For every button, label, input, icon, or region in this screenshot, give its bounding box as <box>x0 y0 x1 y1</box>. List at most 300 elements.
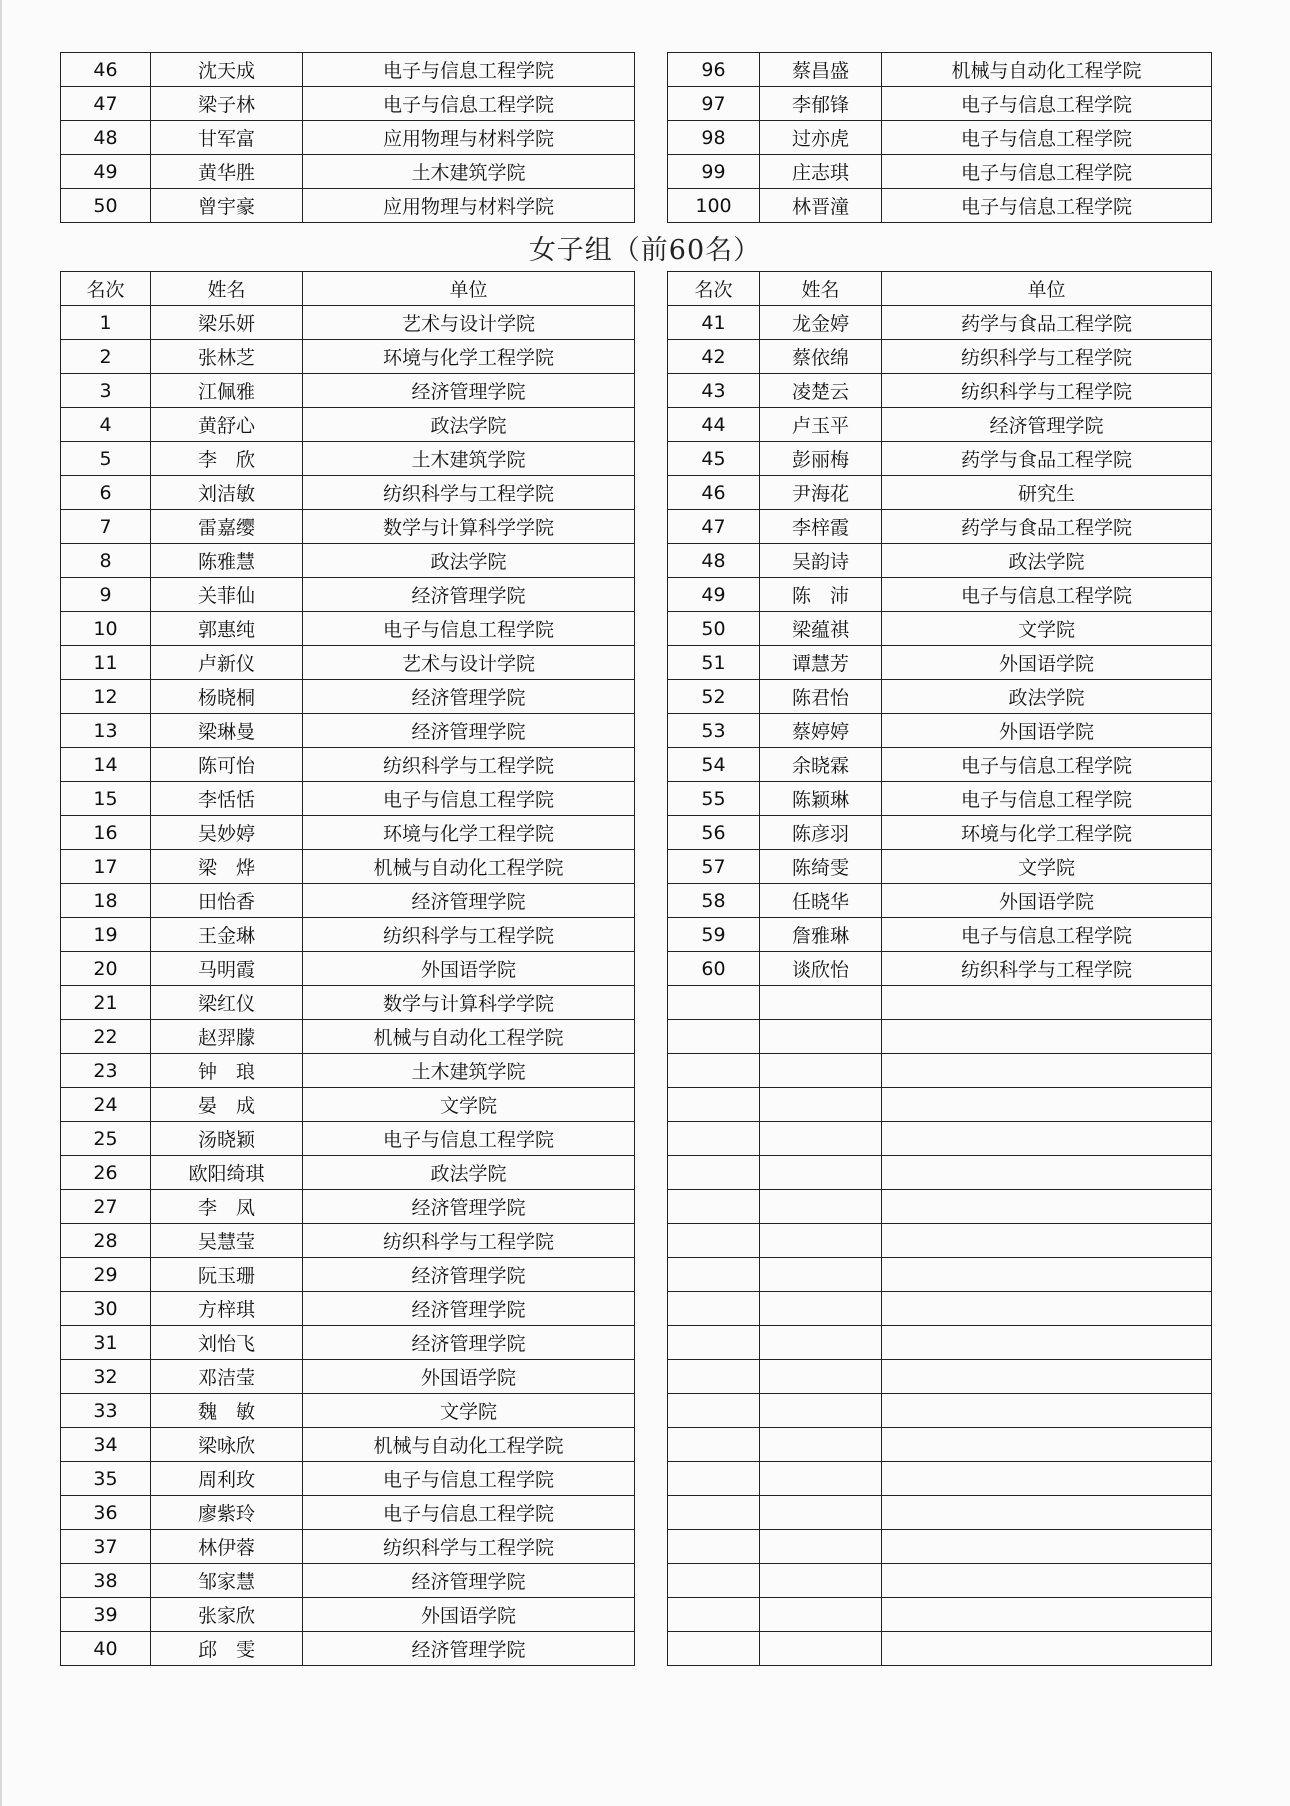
table-row <box>668 782 1212 816</box>
name-cell: 詹雅琳 <box>760 918 882 952</box>
rank-cell: 43 <box>668 374 760 408</box>
rank-cell: 27 <box>61 1190 151 1224</box>
unit-cell: 经济管理学院 <box>303 578 635 612</box>
table-row <box>61 986 635 1020</box>
unit-cell: 经济管理学院 <box>303 1190 635 1224</box>
table-row <box>668 87 1212 121</box>
name-cell: 雷嘉缨 <box>151 510 303 544</box>
unit-cell: 外国语学院 <box>882 714 1212 748</box>
table-row <box>668 1156 1212 1190</box>
name-cell <box>760 1020 882 1054</box>
unit-cell <box>882 1360 1212 1394</box>
table-row <box>668 1224 1212 1258</box>
unit-cell: 电子与信息工程学院 <box>303 1496 635 1530</box>
rank-cell: 44 <box>668 408 760 442</box>
table-row <box>668 53 1212 87</box>
rank-cell: 36 <box>61 1496 151 1530</box>
table-row <box>668 1360 1212 1394</box>
unit-cell <box>882 986 1212 1020</box>
rank-cell: 53 <box>668 714 760 748</box>
name-cell: 邱 雯 <box>151 1632 303 1666</box>
unit-cell: 电子与信息工程学院 <box>303 1462 635 1496</box>
table-header-row <box>61 272 635 306</box>
table-row <box>61 408 635 442</box>
page-edge <box>0 0 2 1806</box>
name-cell: 龙金婷 <box>760 306 882 340</box>
unit-cell: 纺织科学与工程学院 <box>303 1530 635 1564</box>
unit-cell: 艺术与设计学院 <box>303 306 635 340</box>
section-title: 女子组（前60名） <box>528 235 762 266</box>
unit-cell: 纺织科学与工程学院 <box>303 476 635 510</box>
rank-cell: 32 <box>61 1360 151 1394</box>
unit-cell: 经济管理学院 <box>303 714 635 748</box>
unit-cell: 经济管理学院 <box>303 1326 635 1360</box>
unit-cell: 电子与信息工程学院 <box>882 87 1212 121</box>
table-row <box>61 1292 635 1326</box>
table-row <box>61 1632 635 1666</box>
rank-cell: 46 <box>61 53 151 87</box>
table-row <box>61 1258 635 1292</box>
unit-cell: 机械与自动化工程学院 <box>882 53 1212 87</box>
unit-cell: 电子与信息工程学院 <box>882 782 1212 816</box>
name-cell: 谈欣怡 <box>760 952 882 986</box>
unit-cell: 文学院 <box>882 850 1212 884</box>
rank-cell: 29 <box>61 1258 151 1292</box>
name-cell <box>760 1632 882 1666</box>
header-unit-cell: 单位 <box>882 272 1212 306</box>
name-cell: 尹海花 <box>760 476 882 510</box>
table-row <box>668 884 1212 918</box>
name-cell <box>760 1326 882 1360</box>
name-cell: 吴慧莹 <box>151 1224 303 1258</box>
unit-cell: 经济管理学院 <box>303 1632 635 1666</box>
rank-cell: 17 <box>61 850 151 884</box>
name-cell: 曾宇豪 <box>151 189 303 223</box>
name-cell <box>760 1156 882 1190</box>
name-cell: 陈绮雯 <box>760 850 882 884</box>
table-row <box>668 544 1212 578</box>
rank-cell: 48 <box>61 121 151 155</box>
unit-cell: 电子与信息工程学院 <box>882 578 1212 612</box>
rank-cell: 54 <box>668 748 760 782</box>
rank-cell <box>668 1564 760 1598</box>
table-row <box>61 1326 635 1360</box>
unit-cell: 经济管理学院 <box>303 1564 635 1598</box>
unit-cell: 纺织科学与工程学院 <box>303 918 635 952</box>
rank-cell: 25 <box>61 1122 151 1156</box>
name-cell <box>760 1292 882 1326</box>
unit-cell: 环境与化学工程学院 <box>882 816 1212 850</box>
name-cell: 杨晓桐 <box>151 680 303 714</box>
name-cell: 周利玫 <box>151 1462 303 1496</box>
unit-cell: 数学与计算科学学院 <box>303 986 635 1020</box>
unit-cell: 药学与食品工程学院 <box>882 510 1212 544</box>
rank-cell: 50 <box>668 612 760 646</box>
table-row <box>61 1530 635 1564</box>
rank-cell <box>668 1258 760 1292</box>
name-cell: 刘怡飞 <box>151 1326 303 1360</box>
name-cell: 欧阳绮琪 <box>151 1156 303 1190</box>
table-row <box>61 1360 635 1394</box>
rank-cell: 98 <box>668 121 760 155</box>
unit-cell <box>882 1156 1212 1190</box>
name-cell: 陈 沛 <box>760 578 882 612</box>
name-cell: 梁红仪 <box>151 986 303 1020</box>
name-cell <box>760 1564 882 1598</box>
rank-cell: 20 <box>61 952 151 986</box>
rank-cell: 59 <box>668 918 760 952</box>
unit-cell: 经济管理学院 <box>303 1258 635 1292</box>
table-row <box>61 680 635 714</box>
rank-cell <box>668 1598 760 1632</box>
unit-cell: 环境与化学工程学院 <box>303 340 635 374</box>
rank-cell <box>668 1632 760 1666</box>
name-cell: 陈颖琳 <box>760 782 882 816</box>
name-cell: 梁咏欣 <box>151 1428 303 1462</box>
male-ranking-table-right <box>667 52 1212 223</box>
name-cell: 钟 琅 <box>151 1054 303 1088</box>
unit-cell <box>882 1190 1212 1224</box>
rank-cell: 47 <box>61 87 151 121</box>
name-cell <box>760 1224 882 1258</box>
female-ranking-table-left <box>60 271 635 1666</box>
rank-cell <box>668 986 760 1020</box>
name-cell: 黄华胜 <box>151 155 303 189</box>
name-cell: 李恬恬 <box>151 782 303 816</box>
name-cell: 李 凤 <box>151 1190 303 1224</box>
name-cell <box>760 1496 882 1530</box>
table-row <box>668 850 1212 884</box>
rank-cell: 24 <box>61 1088 151 1122</box>
rank-cell: 22 <box>61 1020 151 1054</box>
unit-cell: 文学院 <box>303 1088 635 1122</box>
name-cell: 田怡香 <box>151 884 303 918</box>
name-cell: 蔡婷婷 <box>760 714 882 748</box>
table-row <box>668 986 1212 1020</box>
table-row <box>668 374 1212 408</box>
rank-cell: 8 <box>61 544 151 578</box>
unit-cell <box>882 1326 1212 1360</box>
header-name-cell: 姓名 <box>151 272 303 306</box>
rank-cell: 19 <box>61 918 151 952</box>
rank-cell: 13 <box>61 714 151 748</box>
unit-cell: 经济管理学院 <box>882 408 1212 442</box>
unit-cell <box>882 1088 1212 1122</box>
unit-cell: 机械与自动化工程学院 <box>303 1020 635 1054</box>
rank-cell: 52 <box>668 680 760 714</box>
table-row <box>61 1496 635 1530</box>
rank-cell: 1 <box>61 306 151 340</box>
rank-cell: 26 <box>61 1156 151 1190</box>
rank-cell: 7 <box>61 510 151 544</box>
rank-cell <box>668 1394 760 1428</box>
unit-cell: 政法学院 <box>303 544 635 578</box>
table-row <box>61 442 635 476</box>
table-row <box>61 53 635 87</box>
table-row <box>61 189 635 223</box>
table-row <box>668 680 1212 714</box>
unit-cell: 政法学院 <box>882 680 1212 714</box>
rank-cell: 99 <box>668 155 760 189</box>
name-cell: 任晓华 <box>760 884 882 918</box>
name-cell: 卢玉平 <box>760 408 882 442</box>
rank-cell <box>668 1428 760 1462</box>
table-row <box>61 646 635 680</box>
unit-cell: 政法学院 <box>303 1156 635 1190</box>
unit-cell <box>882 1530 1212 1564</box>
rank-cell: 100 <box>668 189 760 223</box>
name-cell: 吴韵诗 <box>760 544 882 578</box>
rank-cell: 39 <box>61 1598 151 1632</box>
name-cell: 张家欣 <box>151 1598 303 1632</box>
table-row <box>61 816 635 850</box>
rank-cell: 56 <box>668 816 760 850</box>
rank-cell: 15 <box>61 782 151 816</box>
name-cell: 蔡昌盛 <box>760 53 882 87</box>
header-name-cell: 姓名 <box>760 272 882 306</box>
table-row <box>668 646 1212 680</box>
unit-cell <box>882 1122 1212 1156</box>
table-row <box>61 155 635 189</box>
header-rank-cell: 名次 <box>668 272 760 306</box>
table-row <box>668 918 1212 952</box>
table-row <box>61 748 635 782</box>
name-cell: 阮玉珊 <box>151 1258 303 1292</box>
rank-cell: 16 <box>61 816 151 850</box>
name-cell <box>760 1360 882 1394</box>
table-row <box>668 189 1212 223</box>
unit-cell: 电子与信息工程学院 <box>882 155 1212 189</box>
unit-cell: 土木建筑学院 <box>303 442 635 476</box>
table-row <box>668 121 1212 155</box>
unit-cell: 外国语学院 <box>303 1598 635 1632</box>
unit-cell: 经济管理学院 <box>303 1292 635 1326</box>
table-row <box>668 714 1212 748</box>
name-cell: 廖紫玲 <box>151 1496 303 1530</box>
table-row <box>61 918 635 952</box>
table-row <box>61 578 635 612</box>
rank-cell: 45 <box>668 442 760 476</box>
rank-cell <box>668 1020 760 1054</box>
name-cell: 甘军富 <box>151 121 303 155</box>
unit-cell <box>882 1258 1212 1292</box>
name-cell: 李梓霞 <box>760 510 882 544</box>
unit-cell: 电子与信息工程学院 <box>882 189 1212 223</box>
table-row <box>668 1258 1212 1292</box>
table-row <box>61 340 635 374</box>
rank-cell: 48 <box>668 544 760 578</box>
female-ranking-table-right <box>667 271 1212 1666</box>
name-cell: 陈可怡 <box>151 748 303 782</box>
table-row <box>668 578 1212 612</box>
table-row <box>61 87 635 121</box>
rank-cell: 28 <box>61 1224 151 1258</box>
unit-cell: 数学与计算科学学院 <box>303 510 635 544</box>
unit-cell <box>882 1564 1212 1598</box>
rank-cell: 31 <box>61 1326 151 1360</box>
unit-cell: 纺织科学与工程学院 <box>882 374 1212 408</box>
table-row <box>61 306 635 340</box>
name-cell: 陈雅慧 <box>151 544 303 578</box>
name-cell: 余晓霖 <box>760 748 882 782</box>
rank-cell <box>668 1326 760 1360</box>
unit-cell: 机械与自动化工程学院 <box>303 1428 635 1462</box>
table-row <box>61 884 635 918</box>
rank-cell <box>668 1122 760 1156</box>
name-cell <box>760 1598 882 1632</box>
table-row <box>668 816 1212 850</box>
unit-cell: 纺织科学与工程学院 <box>303 1224 635 1258</box>
unit-cell: 土木建筑学院 <box>303 155 635 189</box>
table-row <box>668 476 1212 510</box>
name-cell: 梁琳曼 <box>151 714 303 748</box>
table-row <box>668 1462 1212 1496</box>
name-cell <box>760 1258 882 1292</box>
unit-cell: 纺织科学与工程学院 <box>303 748 635 782</box>
table-row <box>61 1598 635 1632</box>
unit-cell: 机械与自动化工程学院 <box>303 850 635 884</box>
name-cell <box>760 1190 882 1224</box>
name-cell: 马明霞 <box>151 952 303 986</box>
name-cell <box>760 1530 882 1564</box>
unit-cell: 政法学院 <box>882 544 1212 578</box>
table-row <box>61 1462 635 1496</box>
rank-cell: 21 <box>61 986 151 1020</box>
name-cell: 蔡依绵 <box>760 340 882 374</box>
name-cell: 梁子林 <box>151 87 303 121</box>
unit-cell <box>882 1632 1212 1666</box>
table-row <box>668 612 1212 646</box>
name-cell: 陈彦羽 <box>760 816 882 850</box>
rank-cell <box>668 1360 760 1394</box>
table-row <box>61 510 635 544</box>
unit-cell: 药学与食品工程学院 <box>882 306 1212 340</box>
table-row <box>61 1428 635 1462</box>
rank-cell: 40 <box>61 1632 151 1666</box>
name-cell: 郭惠纯 <box>151 612 303 646</box>
table-row <box>668 1326 1212 1360</box>
name-cell <box>760 1088 882 1122</box>
unit-cell: 电子与信息工程学院 <box>303 612 635 646</box>
rank-cell <box>668 1054 760 1088</box>
unit-cell <box>882 1292 1212 1326</box>
unit-cell: 应用物理与材料学院 <box>303 121 635 155</box>
unit-cell: 文学院 <box>882 612 1212 646</box>
male-ranking-table-left <box>60 52 635 223</box>
name-cell: 邹家慧 <box>151 1564 303 1598</box>
table-row <box>61 544 635 578</box>
table-row <box>668 1496 1212 1530</box>
rank-cell <box>668 1530 760 1564</box>
table-row <box>668 1530 1212 1564</box>
name-cell: 陈君怡 <box>760 680 882 714</box>
unit-cell <box>882 1496 1212 1530</box>
rank-cell: 2 <box>61 340 151 374</box>
table-row <box>61 1054 635 1088</box>
table-row <box>668 1122 1212 1156</box>
unit-cell: 经济管理学院 <box>303 374 635 408</box>
table-row <box>668 1428 1212 1462</box>
table-row <box>668 1020 1212 1054</box>
name-cell <box>760 1054 882 1088</box>
rank-cell: 6 <box>61 476 151 510</box>
rank-cell <box>668 1292 760 1326</box>
table-row <box>61 1190 635 1224</box>
name-cell: 李郁锋 <box>760 87 882 121</box>
unit-cell: 环境与化学工程学院 <box>303 816 635 850</box>
table-row <box>61 714 635 748</box>
table-row <box>61 782 635 816</box>
name-cell: 林伊蓉 <box>151 1530 303 1564</box>
unit-cell: 应用物理与材料学院 <box>303 189 635 223</box>
name-cell: 江佩雅 <box>151 374 303 408</box>
name-cell: 沈天成 <box>151 53 303 87</box>
table-row <box>61 1156 635 1190</box>
rank-cell: 30 <box>61 1292 151 1326</box>
name-cell: 刘洁敏 <box>151 476 303 510</box>
rank-cell: 10 <box>61 612 151 646</box>
unit-cell: 土木建筑学院 <box>303 1054 635 1088</box>
rank-cell: 9 <box>61 578 151 612</box>
table-row <box>61 850 635 884</box>
rank-cell: 50 <box>61 189 151 223</box>
rank-cell <box>668 1496 760 1530</box>
rank-cell: 42 <box>668 340 760 374</box>
name-cell <box>760 986 882 1020</box>
table-row <box>668 1292 1212 1326</box>
name-cell: 黄舒心 <box>151 408 303 442</box>
rank-cell: 14 <box>61 748 151 782</box>
rank-cell: 37 <box>61 1530 151 1564</box>
rank-cell: 55 <box>668 782 760 816</box>
name-cell <box>760 1394 882 1428</box>
unit-cell: 电子与信息工程学院 <box>303 1122 635 1156</box>
unit-cell: 电子与信息工程学院 <box>882 748 1212 782</box>
unit-cell: 经济管理学院 <box>303 884 635 918</box>
rank-cell: 12 <box>61 680 151 714</box>
rank-cell: 5 <box>61 442 151 476</box>
rank-cell: 60 <box>668 952 760 986</box>
rank-cell <box>668 1190 760 1224</box>
unit-cell <box>882 1428 1212 1462</box>
table-row <box>61 1088 635 1122</box>
unit-cell: 艺术与设计学院 <box>303 646 635 680</box>
table-row <box>668 408 1212 442</box>
name-cell: 梁蕴祺 <box>760 612 882 646</box>
name-cell: 梁乐妍 <box>151 306 303 340</box>
table-row <box>61 612 635 646</box>
table-row <box>61 952 635 986</box>
rank-cell: 96 <box>668 53 760 87</box>
table-row <box>668 1598 1212 1632</box>
unit-cell: 外国语学院 <box>882 884 1212 918</box>
name-cell: 吴妙婷 <box>151 816 303 850</box>
name-cell: 庄志琪 <box>760 155 882 189</box>
table-row <box>61 1394 635 1428</box>
name-cell: 赵羿朦 <box>151 1020 303 1054</box>
table-row <box>668 1564 1212 1598</box>
table-header-row <box>668 272 1212 306</box>
name-cell: 汤晓颖 <box>151 1122 303 1156</box>
rank-cell: 35 <box>61 1462 151 1496</box>
table-row <box>668 510 1212 544</box>
unit-cell: 电子与信息工程学院 <box>303 87 635 121</box>
name-cell: 过亦虎 <box>760 121 882 155</box>
unit-cell: 经济管理学院 <box>303 680 635 714</box>
rank-cell: 33 <box>61 1394 151 1428</box>
unit-cell <box>882 1054 1212 1088</box>
table-row <box>61 476 635 510</box>
